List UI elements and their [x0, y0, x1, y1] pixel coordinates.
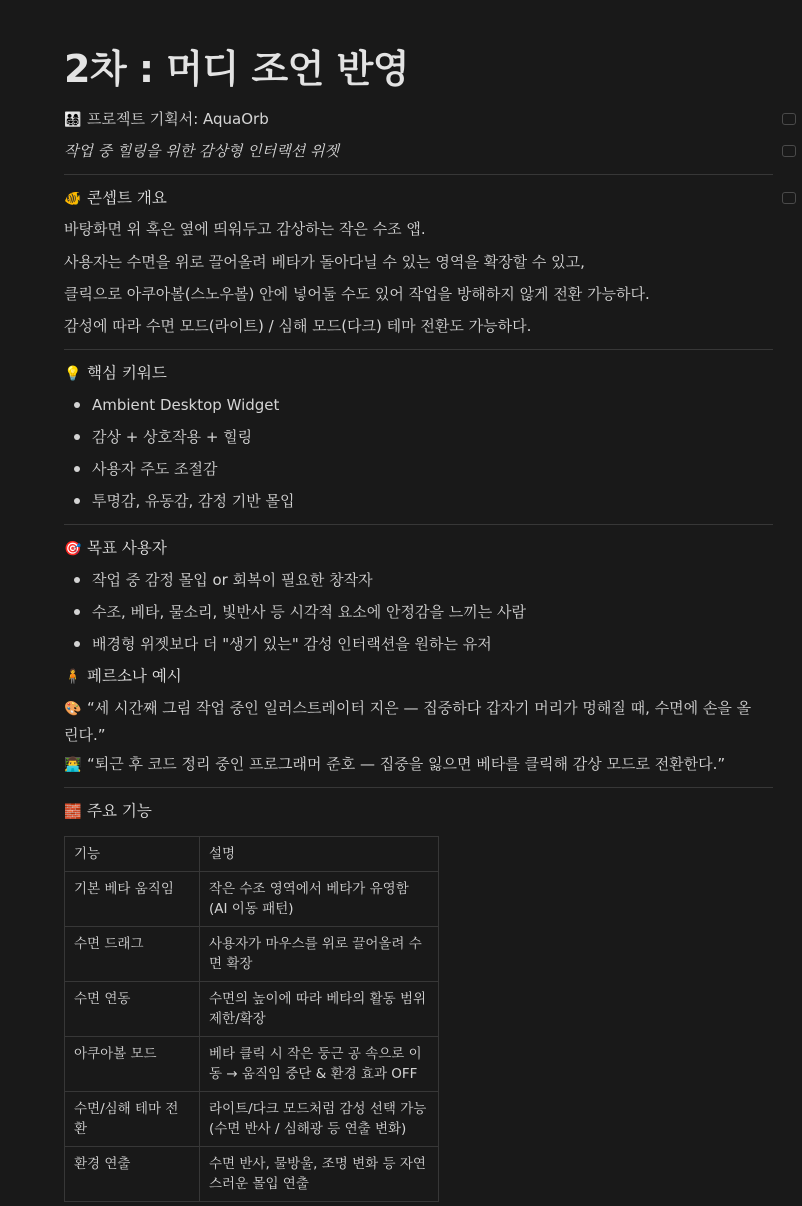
concept-line[interactable]: 감성에 따라 수면 모드(라이트) / 심해 모드(다크) 테마 전환도 가능하다. — [64, 317, 532, 335]
bullet-icon — [74, 402, 80, 408]
list-item-text: 배경형 위젯보다 더 "생기 있는" 감성 인터랙션을 원하는 유저 — [92, 635, 492, 653]
bullet-icon — [74, 434, 80, 440]
features-heading[interactable] — [64, 800, 152, 823]
project-line[interactable] — [64, 108, 269, 131]
concept-heading[interactable] — [64, 187, 167, 210]
features-heading-label: 주요 기능 — [87, 802, 152, 820]
bullet-icon — [74, 641, 80, 647]
concept-heading-label: 콘셉트 개요 — [87, 189, 167, 207]
divider — [64, 349, 773, 350]
list-item[interactable] — [64, 490, 295, 512]
persona-quote[interactable] — [64, 753, 725, 776]
concept-line[interactable]: 바탕화면 위 혹은 옆에 띄워두고 감상하는 작은 수조 앱. — [64, 220, 426, 238]
lightbulb-icon: 💡 — [64, 366, 82, 382]
table-cell[interactable]: 수면 반사, 물방울, 조명 변화 등 자연스러운 몰입 연출 — [200, 1147, 439, 1202]
table-row — [65, 1037, 439, 1092]
brick-icon: 🧱 — [64, 804, 82, 820]
comment-icon[interactable] — [782, 192, 796, 204]
technologist-icon: 👨‍💻 — [64, 757, 82, 773]
list-item[interactable] — [64, 633, 492, 655]
table-cell[interactable]: 작은 수조 영역에서 베타가 유영함 (AI 이동 패턴) — [200, 872, 439, 927]
table-cell[interactable]: 수면의 높이에 따라 베타의 활동 범위 제한/확장 — [200, 982, 439, 1037]
table-cell[interactable]: 라이트/다크 모드처럼 감성 선택 가능 (수면 반사 / 심해광 등 연출 변화) — [200, 1092, 439, 1147]
comment-icon[interactable] — [782, 113, 796, 125]
list-item[interactable] — [64, 394, 279, 416]
list-item-text: Ambient Desktop Widget — [92, 396, 280, 414]
list-item[interactable] — [64, 569, 373, 591]
table-cell[interactable]: 기본 베타 움직임 — [65, 872, 200, 927]
list-item-text: 작업 중 감정 몰입 or 회복이 필요한 창작자 — [92, 571, 373, 589]
target-heading[interactable] — [64, 537, 167, 560]
family-icon: 👨‍👩‍👧‍👦 — [64, 112, 82, 128]
keywords-heading[interactable] — [64, 362, 167, 385]
table-header-row — [65, 837, 439, 872]
table-cell[interactable]: 수면/심해 테마 전환 — [65, 1092, 200, 1147]
palette-icon: 🎨 — [64, 701, 82, 717]
list-item[interactable] — [64, 458, 217, 480]
list-item-text: 수조, 베타, 물소리, 빛반사 등 시각적 요소에 안정감을 느끼는 사람 — [92, 603, 526, 621]
fish-icon: 🐠 — [64, 191, 82, 207]
comment-icon[interactable] — [782, 145, 796, 157]
features-table — [64, 836, 439, 1202]
persona-quote[interactable] — [64, 695, 764, 748]
page-title[interactable]: 2차 : 머디 조언 반영 — [64, 47, 410, 91]
list-item-text: 투명감, 유동감, 감정 기반 몰입 — [92, 492, 295, 510]
persona-heading-label: 페르소나 예시 — [87, 667, 182, 685]
table-cell[interactable]: 사용자가 마우스를 위로 끌어올려 수면 확장 — [200, 927, 439, 982]
target-heading-label: 목표 사용자 — [87, 539, 167, 557]
table-cell[interactable]: 환경 연출 — [65, 1147, 200, 1202]
table-cell[interactable]: 수면 드래그 — [65, 927, 200, 982]
table-header-cell[interactable]: 설명 — [200, 837, 439, 872]
table-row — [65, 982, 439, 1037]
concept-line[interactable]: 사용자는 수면을 위로 끌어올려 베타가 돌아다닐 수 있는 영역을 확장할 수 있고, — [64, 253, 585, 271]
table-row — [65, 1147, 439, 1202]
table-cell[interactable]: 수면 연동 — [65, 982, 200, 1037]
table-row — [65, 872, 439, 927]
project-label: 프로젝트 기획서: AquaOrb — [87, 110, 269, 128]
bullet-icon — [74, 577, 80, 583]
list-item[interactable] — [64, 426, 252, 448]
concept-line[interactable]: 클릭으로 아쿠아볼(스노우볼) 안에 넣어둘 수도 있어 작업을 방해하지 않게 전환 가능하다. — [64, 285, 650, 303]
list-item[interactable] — [64, 601, 526, 623]
list-item-text: 감상 + 상호작용 + 힐링 — [92, 428, 253, 446]
table-cell[interactable]: 아쿠아볼 모드 — [65, 1037, 200, 1092]
bullet-icon — [74, 498, 80, 504]
keywords-heading-label: 핵심 키워드 — [87, 364, 167, 382]
divider — [64, 524, 773, 525]
list-item-text: 사용자 주도 조절감 — [92, 460, 218, 478]
table-cell[interactable]: 베타 클릭 시 작은 둥근 공 속으로 이동 → 움직임 중단 & 환경 효과 OFF — [200, 1037, 439, 1092]
person-icon: 🧍 — [64, 669, 82, 685]
table-header-cell[interactable]: 기능 — [65, 837, 200, 872]
persona-quote-text: “퇴근 후 코드 정리 중인 프로그래머 준호 — 집중을 잃으면 베타를 클릭해 감상 모드로 전환한다.” — [87, 755, 726, 773]
project-subtitle[interactable]: 작업 중 힐링을 위한 감상형 인터랙션 위젯 — [64, 142, 339, 160]
persona-heading[interactable] — [64, 665, 182, 688]
table-row — [65, 1092, 439, 1147]
target-icon: 🎯 — [64, 541, 82, 557]
table-row — [65, 927, 439, 982]
persona-quote-text: “세 시간째 그림 작업 중인 일러스트레이터 지은 — 집중하다 갑자기 머리가 멍해질 때, 수면에 손을 올린다.” — [64, 699, 752, 744]
bullet-icon — [74, 609, 80, 615]
divider — [64, 174, 773, 175]
divider — [64, 787, 773, 788]
bullet-icon — [74, 466, 80, 472]
